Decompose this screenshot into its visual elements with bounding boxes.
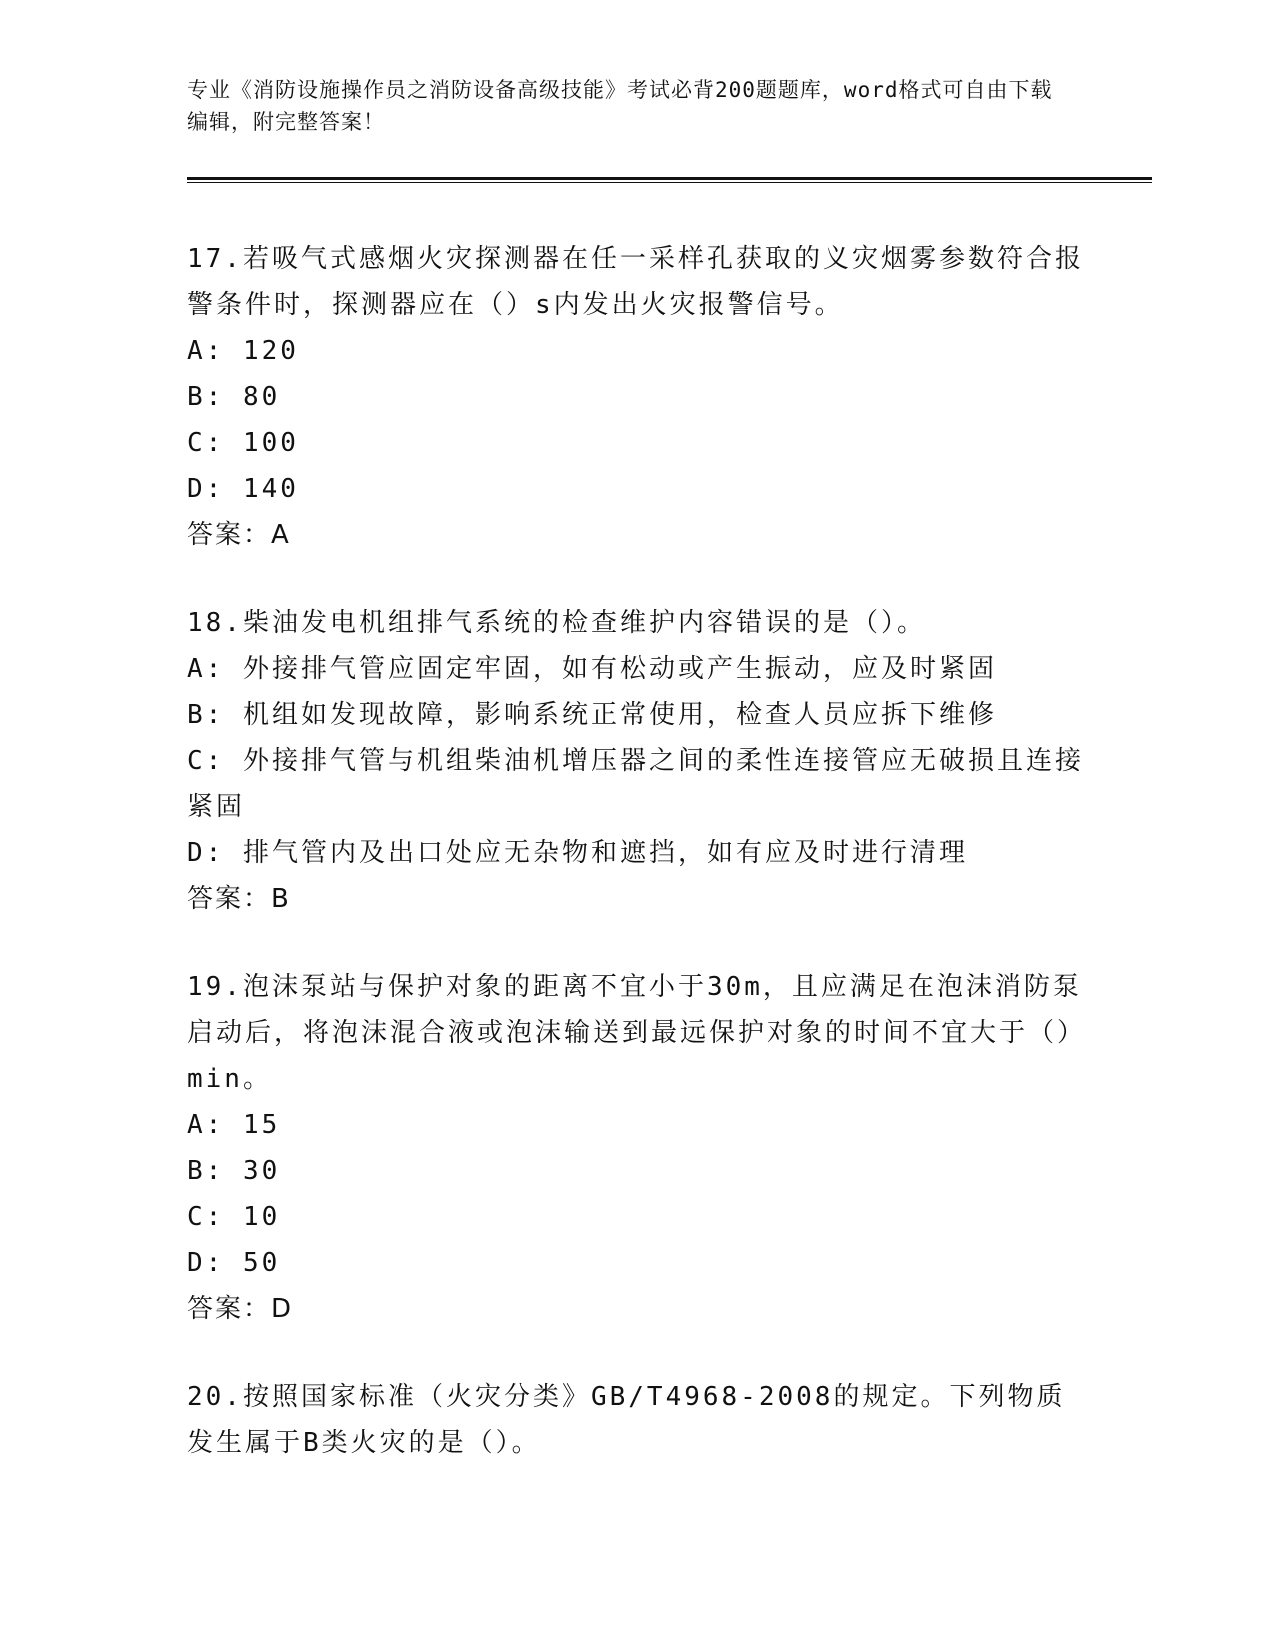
answer: 答案：D [187, 1294, 294, 1324]
question-text: 17.若吸气式感烟火灾探测器在任一采样孔获取的义灾烟雾参数符合报警条件时，探测器应在（）s内发出火灾报警信号。 [187, 244, 1084, 320]
answer: 答案：B [187, 884, 291, 914]
question-text: 18.柴油发电机组排气系统的检查维护内容错误的是（）。 [187, 608, 926, 638]
option-d: D: 50 [187, 1248, 281, 1278]
option-c: C: 10 [187, 1202, 281, 1232]
option-a: A: 15 [187, 1110, 281, 1140]
question-20 [187, 1374, 1087, 1466]
question-text: 20.按照国家标准（火灾分类》GB/T4968-2008的规定。下列物质发生属于B类火灾的是（）。 [187, 1382, 1066, 1458]
answer: 答案：A [187, 520, 291, 550]
header-divider [187, 177, 1152, 180]
question-17 [187, 236, 1087, 558]
option-a: A: 120 [187, 336, 299, 366]
question-text: 19.泡沫泵站与保护对象的距离不宜小于30m，且应满足在泡沫消防泵启动后，将泡沫混合液或泡沫输送到最远保护对象的时间不宜大于（）min。 [187, 972, 1087, 1094]
option-d: D: 排气管内及出口处应无杂物和遮挡，如有应及时进行清理 [187, 838, 968, 868]
header-divider-thin [187, 182, 1152, 183]
question-19 [187, 964, 1087, 1332]
option-c: C: 外接排气管与机组柴油机增压器之间的柔性连接管应无破损且连接紧固 [187, 746, 1084, 822]
option-b: B: 机组如发现故障，影响系统正常使用，检查人员应拆下维修 [187, 700, 997, 730]
option-b: B: 30 [187, 1156, 281, 1186]
document-header: 专业《消防设施操作员之消防设备高级技能》考试必背200题题库，word格式可自由下载编辑，附完整答案！ [187, 78, 1053, 134]
option-c: C: 100 [187, 428, 299, 458]
option-a: A: 外接排气管应固定牢固，如有松动或产生振动，应及时紧固 [187, 654, 997, 684]
question-list [187, 236, 1087, 1508]
question-18 [187, 600, 1087, 922]
option-b: B: 80 [187, 382, 281, 412]
option-d: D: 140 [187, 474, 299, 504]
